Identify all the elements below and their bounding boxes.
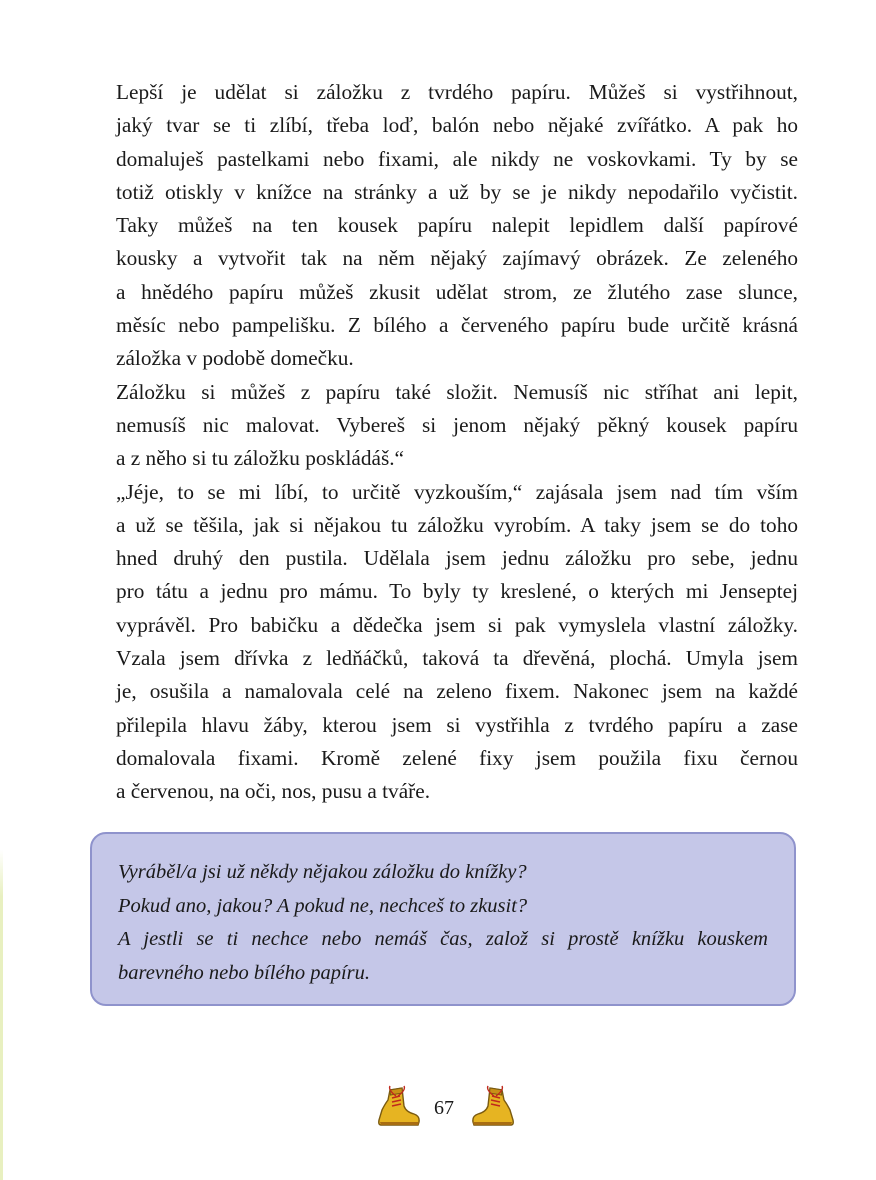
text-line: Záložku si můžeš z papíru také složit. Nemusíš nic stříhat ani lepit, xyxy=(116,379,798,404)
page-edge-decoration xyxy=(0,0,3,1180)
question-box xyxy=(90,832,796,1006)
text-line: domalovala fixami. Kromě zelené fixy jsem použila fixu černou xyxy=(116,745,798,770)
text-line: a z něho si tu záložku poskládáš.“ xyxy=(116,446,405,471)
text-line: a červenou, na oči, nos, pusu a tváře. xyxy=(116,779,431,804)
boot-icon xyxy=(470,1084,516,1128)
question-line: Pokud ano, jakou? A pokud ne, nechceš to zkusit? xyxy=(118,894,528,917)
text-line: záložka v podobě domečku. xyxy=(116,346,354,371)
paragraph-3 xyxy=(116,376,798,476)
body-text xyxy=(116,76,798,809)
text-line: Lepší je udělat si záložku z tvrdého papíru. Můžeš si vystřihnout, xyxy=(116,80,798,104)
text-line: kousky a vytvořit tak na něm nějaký zajímavý obrázek. Ze zeleného xyxy=(116,246,798,271)
text-line: měsíc nebo pampelišku. Z bílého a červeného papíru bude určitě krásná xyxy=(116,313,798,338)
paragraph-4 xyxy=(116,476,798,809)
text-line: přilepila hlavu žáby, kterou jsem si vystřihla z tvrdého papíru a zase xyxy=(116,712,798,737)
text-line: „Jéje, to se mi líbí, to určitě vyzkouším,“ zajásala jsem nad tím vším xyxy=(116,479,798,504)
text-line: totiž otiskly v knížce na stránky a už by se je nikdy nepodařilo vyčistit. xyxy=(116,179,798,204)
page-number: 67 xyxy=(434,1097,454,1119)
paragraph-1 xyxy=(116,76,798,209)
text-line: Taky můžeš na ten kousek papíru nalepit lepidlem další papírové xyxy=(116,213,798,238)
text-line: je, osušila a namalovala celé na zeleno fixem. Nakonec jsem na každé xyxy=(116,679,798,704)
text-line: pro tátu a jednu pro mámu. To byly ty kreslené, o kterých mi Jenseptej xyxy=(116,579,798,604)
text-line: vyprávěl. Pro babičku a dědečka jsem si pak vymyslela vlastní záložky. xyxy=(116,612,798,637)
text-line: a hnědého papíru můžeš zkusit udělat strom, ze žlutého zase slunce, xyxy=(116,279,798,304)
question-line: A jestli se ti nechce nebo nemáš čas, založ si prostě knížku kouskem xyxy=(118,928,768,950)
question-line: Vyráběl/a jsi už někdy nějakou záložku do knížky? xyxy=(118,861,527,883)
paragraph-2 xyxy=(116,209,798,375)
text-line: a už se těšila, jak si nějakou tu záložku vyrobím. A taky jsem se do toho xyxy=(116,512,798,537)
text-line: jaký tvar se ti zlíbí, třeba loď, balón nebo nějaké zvířátko. A pak ho xyxy=(116,113,798,138)
boot-icon xyxy=(376,1084,422,1128)
text-line: hned druhý den pustila. Udělala jsem jednu záložku pro sebe, jednu xyxy=(116,546,798,571)
text-line: Vzala jsem dřívka z ledňáčků, taková ta dřevěná, plochá. Umyla jsem xyxy=(116,646,798,671)
page-footer xyxy=(0,1084,876,1132)
text-line: nemusíš nic malovat. Vybereš si jenom nějaký pěkný kousek papíru xyxy=(116,412,798,437)
text-line: domaluješ pastelkami nebo fixami, ale nikdy ne voskovkami. Ty by se xyxy=(116,146,798,171)
question-line: barevného nebo bílého papíru. xyxy=(118,961,371,984)
